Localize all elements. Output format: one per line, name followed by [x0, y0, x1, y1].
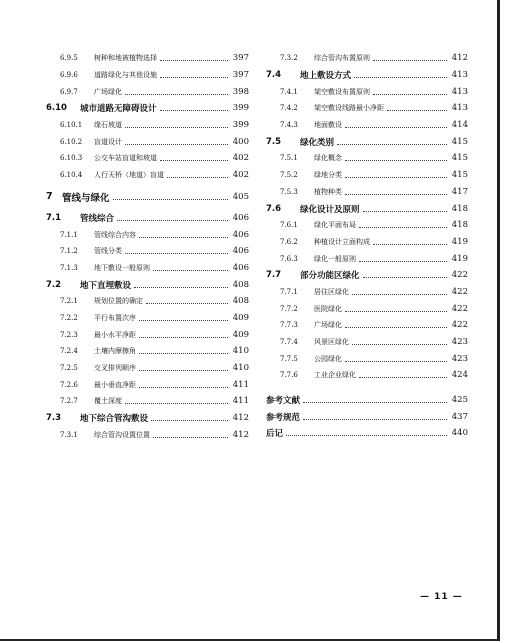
toc-entry-number: 7.7.4 [280, 338, 298, 347]
toc-entry-title: 绿化概念 [314, 154, 342, 163]
toc-entry-number: 7.2.7 [60, 397, 78, 406]
toc-entry-title: 居住区绿化 [314, 287, 349, 296]
toc-entry-page: 399 [232, 120, 249, 131]
toc-entry-page: 406 [232, 229, 249, 240]
toc-entry[interactable] [46, 67, 249, 84]
toc-entry-number: 6.9.6 [60, 71, 78, 80]
toc-entry-page: 437 [451, 411, 468, 422]
toc-entry-number: 7.6.1 [280, 221, 298, 230]
toc-entry-number: 7.2.3 [60, 330, 78, 339]
toc-entry-title: 绿化类别 [300, 137, 335, 148]
toc-entry-number: 7.2 [46, 279, 62, 290]
toc-entry-title: 管线综合内容 [94, 230, 136, 239]
toc-leader-dots [146, 302, 228, 304]
toc-entry[interactable] [266, 367, 468, 384]
toc-entry[interactable] [266, 100, 468, 117]
toc-entry-number: 7 [46, 191, 53, 202]
toc-entry-page: 409 [232, 312, 249, 323]
toc-entry-title: 管线分类 [94, 247, 122, 256]
toc-entry-number: 7.7.5 [280, 354, 298, 363]
toc-entry-title: 盲道设计 [94, 137, 122, 146]
toc-entry-page: 399 [232, 103, 249, 114]
toc-entry-number: 7.7.2 [280, 304, 298, 313]
toc-entry-page: 397 [232, 53, 249, 64]
toc-leader-dots [337, 143, 447, 145]
toc-entry-page: 422 [451, 270, 468, 281]
toc-entry-page: 415 [451, 153, 468, 164]
toc-entry-number: 7.5.1 [280, 154, 298, 163]
toc-entry[interactable] [46, 83, 249, 100]
toc-entry[interactable] [46, 426, 249, 443]
toc-entry[interactable] [46, 276, 249, 293]
toc-entry[interactable] [266, 117, 468, 134]
page-number: — 11 — [420, 592, 463, 602]
toc-entry[interactable] [266, 334, 468, 351]
toc-entry-page: 422 [451, 303, 468, 314]
toc-entry[interactable] [266, 250, 468, 267]
toc-leader-dots [345, 176, 447, 178]
toc-entry-number: 6.9.7 [60, 87, 78, 96]
toc-entry-page: 400 [232, 136, 249, 147]
toc-entry-title: 架空敷设布置原则 [314, 87, 370, 96]
toc-entry-title: 医院绿化 [314, 304, 342, 313]
toc-entry[interactable] [266, 67, 468, 84]
toc-entry-title: 地上敷设方式 [300, 71, 352, 82]
toc-entry-page: 398 [232, 86, 249, 97]
toc-entry-page: 410 [232, 346, 249, 357]
toc-entry[interactable] [266, 350, 468, 367]
toc-entry[interactable] [46, 326, 249, 343]
toc-entry-title: 最小垂直净距 [94, 380, 136, 389]
toc-entry-title: 交叉排列顺序 [94, 364, 136, 373]
toc-entry-title: 人行天桥（地道）盲道 [94, 171, 164, 180]
toc-leader-dots [151, 419, 228, 421]
toc-entry-page: 415 [451, 136, 468, 147]
toc-entry-title: 种植设计立面构成 [314, 237, 370, 246]
toc-entry[interactable] [266, 150, 468, 167]
toc-entry-title: 管线综合 [80, 213, 115, 224]
toc-entry-number: 6.10.1 [60, 121, 83, 130]
toc-entry[interactable] [266, 200, 468, 217]
toc-entry[interactable] [46, 150, 249, 167]
toc-entry-number: 7.2.4 [60, 347, 78, 356]
toc-entry-page: 412 [232, 413, 249, 424]
toc-entry[interactable] [46, 133, 249, 150]
toc-entry-title: 部分功能区绿化 [300, 271, 360, 282]
toc-entry-page: 414 [451, 120, 468, 131]
toc-leader-dots [160, 109, 228, 111]
toc-entry-number: 7.4 [266, 70, 282, 81]
toc-leader-dots [373, 93, 447, 95]
toc-entry-page: 423 [451, 337, 468, 348]
toc-entry-number: 7.1.2 [60, 247, 78, 256]
toc-entry[interactable] [46, 410, 249, 427]
toc-entry[interactable] [46, 243, 249, 260]
toc-entry-page: 409 [232, 329, 249, 340]
toc-left-column [46, 50, 249, 443]
toc-entry-page: 408 [232, 296, 249, 307]
toc-leader-dots [363, 276, 447, 278]
toc-leader-dots [352, 293, 447, 295]
toc-leader-dots [363, 210, 447, 212]
toc-entry[interactable] [266, 234, 468, 251]
toc-entry-number: 7.7.6 [280, 371, 298, 380]
toc-entry[interactable] [266, 317, 468, 334]
toc-entry-number: 7.6.2 [280, 237, 298, 246]
toc-entry[interactable] [266, 217, 468, 234]
toc-leader-dots [125, 143, 228, 145]
toc-leader-dots [345, 126, 447, 128]
toc-leader-dots [134, 286, 228, 288]
toc-entry-title: 道路绿化与其他设施 [94, 71, 157, 80]
toc-entry[interactable] [46, 376, 249, 393]
toc-entry-title: 最小水平净距 [94, 330, 136, 339]
toc-entry-page: 423 [451, 353, 468, 364]
toc-entry-number: 7.3.2 [280, 54, 298, 63]
toc-leader-dots [373, 243, 447, 245]
toc-entry-page: 411 [232, 379, 249, 390]
toc-entry[interactable] [266, 425, 468, 442]
toc-right-column [266, 50, 468, 442]
toc-leader-dots [345, 360, 447, 362]
toc-entry-page: 413 [451, 70, 468, 81]
toc-leader-dots [125, 126, 228, 128]
toc-entry-title: 覆土深度 [94, 397, 122, 406]
toc-entry-title: 架空敷设线路最小净距 [314, 104, 384, 113]
toc-entry-page: 424 [451, 370, 468, 381]
toc-entry-title: 规划位置的确定 [94, 297, 143, 306]
toc-entry-number: 7.2.2 [60, 313, 78, 322]
toc-entry-page: 410 [232, 363, 249, 374]
toc-entry-title: 绿化设计及原则 [300, 204, 360, 215]
toc-entry-title: 地下综合管沟敷设 [80, 414, 149, 425]
toc-leader-dots [373, 59, 447, 61]
toc-entry-number: 6.10 [46, 103, 67, 114]
toc-entry-title: 参考文献 [266, 396, 301, 407]
toc-entry-title: 缘石坡道 [94, 121, 122, 130]
toc-leader-dots [359, 376, 447, 378]
toc-leader-dots [125, 402, 228, 404]
toc-entry-page: 422 [451, 286, 468, 297]
toc-entry-number: 7.2.6 [60, 380, 78, 389]
toc-entry-page: 405 [232, 191, 249, 202]
toc-entry-page: 408 [232, 279, 249, 290]
toc-entry[interactable] [46, 50, 249, 67]
toc-entry[interactable] [46, 210, 249, 227]
toc-leader-dots [359, 226, 447, 228]
toc-entry-title: 风景区绿化 [314, 338, 349, 347]
toc-entry-page: 418 [451, 220, 468, 231]
toc-entry-title: 绿化平面布局 [314, 221, 356, 230]
toc-leader-dots [160, 59, 228, 61]
toc-entry-page: 406 [232, 246, 249, 257]
toc-entry-title: 城市道路无障碍设计 [80, 104, 157, 115]
toc-entry[interactable] [266, 408, 468, 425]
toc-entry[interactable] [46, 117, 249, 134]
toc-leader-dots [303, 418, 447, 420]
toc-entry[interactable] [266, 284, 468, 301]
toc-leader-dots [160, 159, 228, 161]
toc-entry-number: 7.2.1 [60, 297, 78, 306]
toc-entry-page: 406 [232, 262, 249, 273]
toc-entry-number: 7.2.5 [60, 364, 78, 373]
toc-entry-page: 422 [451, 320, 468, 331]
toc-entry[interactable] [46, 393, 249, 410]
toc-entry-number: 7.5.3 [280, 187, 298, 196]
toc-leader-dots [139, 369, 228, 371]
toc-entry-page: 412 [232, 429, 249, 440]
toc-entry-title: 管线与绿化 [62, 192, 110, 204]
toc-entry-title: 地下敷设一般原则 [94, 263, 150, 272]
toc-entry-number: 7.1 [46, 212, 62, 223]
toc-entry-page: 419 [451, 236, 468, 247]
toc-leader-dots [113, 198, 228, 200]
toc-entry[interactable] [46, 343, 249, 360]
toc-entry-title: 公交车站盲道和坡道 [94, 154, 157, 163]
toc-entry-page: 419 [451, 253, 468, 264]
toc-entry-title: 绿地分类 [314, 171, 342, 180]
toc-entry-number: 7.4.3 [280, 121, 298, 130]
toc-entry-title: 绿化一般原则 [314, 254, 356, 263]
toc-entry-title: 综合管沟设置位置 [94, 430, 150, 439]
toc-entry-page: 440 [451, 428, 468, 439]
toc-entry-page: 402 [232, 153, 249, 164]
toc-entry-number: 6.9.5 [60, 54, 78, 63]
toc-entry-number: 7.1.3 [60, 263, 78, 272]
toc-entry-title: 地下直埋敷设 [80, 280, 132, 291]
toc-entry-title: 工业企业绿化 [314, 371, 356, 380]
toc-leader-dots [352, 343, 447, 345]
toc-entry-page: 418 [451, 203, 468, 214]
toc-entry[interactable] [266, 50, 468, 67]
toc-entry-page: 415 [451, 170, 468, 181]
toc-leader-dots [387, 109, 447, 111]
toc-entry-number: 7.7.1 [280, 287, 298, 296]
toc-entry-number: 7.7.3 [280, 321, 298, 330]
toc-entry-title: 树种和地被植物选择 [94, 54, 157, 63]
toc-gap [266, 384, 468, 392]
toc-entry-title: 公园绿化 [314, 354, 342, 363]
toc-entry-title: 广场绿化 [314, 321, 342, 330]
toc-leader-dots [139, 336, 228, 338]
toc-entry-number: 6.10.3 [60, 154, 83, 163]
toc-entry-number: 7.3.1 [60, 430, 78, 439]
toc-entry-page: 417 [451, 186, 468, 197]
toc-entry-number: 7.4.2 [280, 104, 298, 113]
toc-leader-dots [139, 386, 228, 388]
toc-leader-dots [359, 260, 447, 262]
toc-entry[interactable] [46, 260, 249, 277]
toc-leader-dots [286, 434, 447, 436]
toc-leader-dots [117, 219, 228, 221]
toc-entry-title: 植物种类 [314, 187, 342, 196]
toc-entry[interactable] [266, 83, 468, 100]
toc-entry[interactable] [266, 184, 468, 201]
toc-entry-number: 7.6.3 [280, 254, 298, 263]
toc-entry-number: 7.6 [266, 203, 282, 214]
toc-entry[interactable] [46, 226, 249, 243]
toc-entry[interactable] [266, 167, 468, 184]
toc-entry-number: 7.1.1 [60, 230, 78, 239]
toc-leader-dots [153, 436, 228, 438]
toc-entry-page: 425 [451, 395, 468, 406]
toc-entry-page: 406 [232, 212, 249, 223]
toc-leader-dots [125, 252, 228, 254]
toc-leader-dots [153, 269, 228, 271]
toc-entry[interactable] [46, 293, 249, 310]
toc-entry[interactable] [46, 167, 249, 184]
toc-leader-dots [354, 76, 447, 78]
toc-entry-page: 397 [232, 70, 249, 81]
toc-leader-dots [139, 319, 228, 321]
toc-entry-number: 7.5.2 [280, 171, 298, 180]
toc-entry-title: 参考规范 [266, 412, 301, 423]
toc-entry-number: 7.5 [266, 136, 282, 147]
toc-entry-page: 413 [451, 86, 468, 97]
toc-entry-page: 412 [451, 53, 468, 64]
toc-entry[interactable] [46, 360, 249, 377]
toc-entry[interactable] [266, 133, 468, 150]
toc-leader-dots [139, 236, 228, 238]
toc-entry[interactable] [266, 267, 468, 284]
toc-entry-number: 7.4.1 [280, 87, 298, 96]
toc-entry-number: 6.10.4 [60, 171, 83, 180]
toc-entry[interactable] [46, 310, 249, 327]
toc-leader-dots [345, 159, 447, 161]
toc-entry-title: 土壤内摩擦角 [94, 347, 136, 356]
toc-entry-title: 综合管沟布置原则 [314, 54, 370, 63]
toc-entry-title: 广场绿化 [94, 87, 122, 96]
toc-entry[interactable] [46, 184, 249, 210]
toc-leader-dots [139, 352, 228, 354]
toc-entry[interactable] [266, 300, 468, 317]
toc-entry-number: 7.7 [266, 270, 282, 281]
toc-leader-dots [160, 76, 228, 78]
toc-leader-dots [167, 176, 228, 178]
toc-leader-dots [303, 401, 447, 403]
toc-entry-page: 413 [451, 103, 468, 114]
toc-entry-page: 411 [232, 396, 249, 407]
toc-entry-title: 后记 [266, 429, 284, 440]
toc-entry[interactable] [46, 100, 249, 117]
toc-entry-title: 平行布置次序 [94, 313, 136, 322]
toc-leader-dots [345, 326, 447, 328]
toc-entry-number: 6.10.2 [60, 137, 83, 146]
toc-leader-dots [345, 310, 447, 312]
toc-leader-dots [345, 193, 447, 195]
toc-entry-page: 402 [232, 170, 249, 181]
toc-entry-number: 7.3 [46, 413, 62, 424]
toc-leader-dots [125, 93, 228, 95]
toc-entry[interactable] [266, 392, 468, 409]
toc-entry-title: 地面敷设 [314, 121, 342, 130]
